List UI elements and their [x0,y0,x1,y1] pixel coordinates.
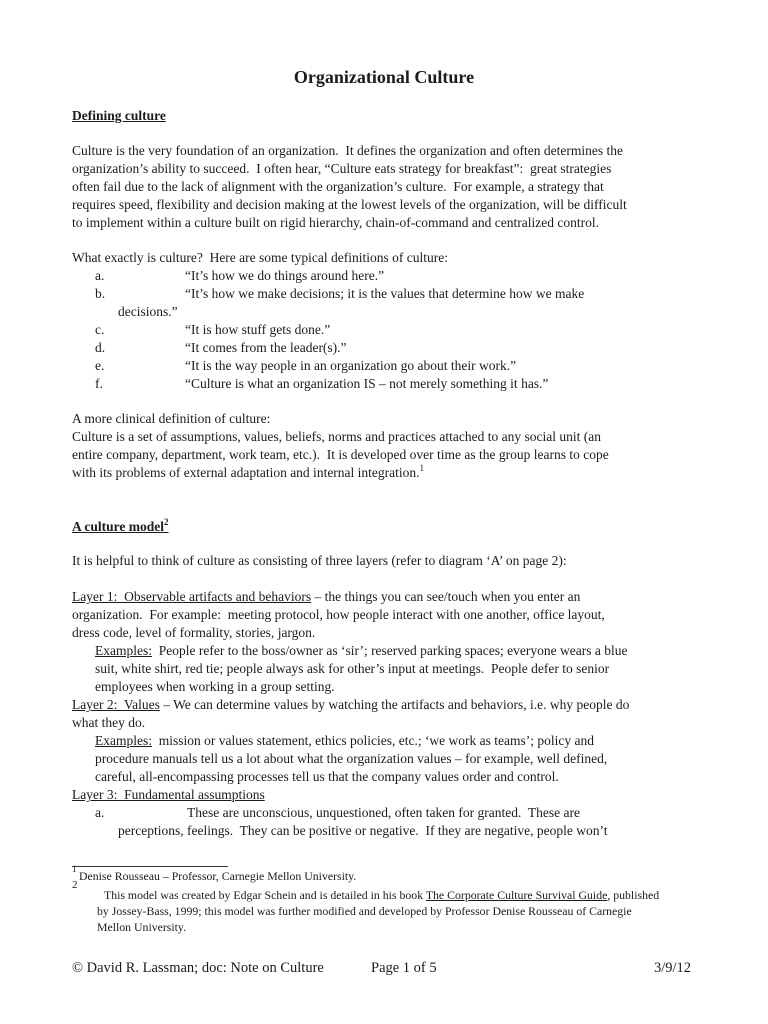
list-item-text: “It comes from the leader(s).” [185,340,347,355]
list-item-continuation: perceptions, feelings. They can be positive or negative. If they are negative, people won’t [118,823,608,838]
footnote-separator [72,866,228,867]
section-heading-defining-culture [72,107,166,125]
examples-text: People refer to the boss/owner as ‘sir’; reserved parking spaces; everyone wears a blue [152,643,628,658]
footer-document-info: © David R. Lassman; doc: Note on Culture [72,960,324,976]
list-item-text: “It is the way people in an organization go about their work.” [185,358,517,373]
footnote-number: 1 [72,864,77,874]
list-item-text: “It’s how we do things around here.” [185,268,385,283]
list-item [72,804,629,822]
paragraph-line: what they do. [72,715,146,730]
list-item-continuation: decisions.” [118,304,178,319]
clinical-definition-block [72,410,609,482]
list-marker: c. [95,322,105,337]
list-marker: a. [95,805,105,820]
paragraph-line [72,464,609,482]
culture-model-intro [72,552,567,570]
list-item [72,375,549,393]
list-item-text: “Culture is what an organization IS – not merely something it has.” [185,376,549,391]
definitions-intro: What exactly is culture? Here are some typical definitions of culture: [72,250,448,265]
culture-layers-block [72,588,629,840]
list-item [72,267,448,285]
paragraph-line: dress code, level of formality, stories, jargon. [72,625,316,640]
footer-page-number: Page 1 of 5 [371,960,437,976]
paragraph-line: Culture is a set of assumptions, values, beliefs, norms and practices attached to any social unit (an [72,429,601,444]
examples-line [72,732,629,750]
layer-1-line [72,588,629,606]
section-heading-text: Defining culture [72,108,166,123]
layer-3-label: Layer 3: Fundamental assumptions [72,787,265,802]
examples-line: careful, all-encompassing processes tell us that the company values order and control. [95,769,559,784]
examples-line: procedure manuals tell us a lot about what the organization values – for example, well defined, [95,751,608,766]
paragraph-line: organization. For example: meeting protocol, how people interact with one another, office layout, [72,607,605,622]
footnote-text: , published [607,888,660,902]
definitions-list-block [72,249,585,393]
document-title: Organizational Culture [293,67,475,87]
list-item [72,321,448,339]
layer-1-label: Layer 1: Observable artifacts and behaviors [72,589,312,604]
list-marker: d. [95,340,106,355]
paragraph-line: to implement within a culture built on rigid hierarchy, chain-of-command and centralized control. [72,215,599,230]
section-heading [72,518,169,536]
list-marker: b. [95,286,106,301]
footnote-number: 2 [72,879,78,891]
paragraph-line: often fail due to the lack of alignment with the organization’s culture. For example, a strategy that [72,179,604,194]
footnote-line: Mellon University. [97,920,187,934]
list-marker: a. [95,268,105,283]
list-item-text: These are unconscious, unquestioned, often taken for granted. These are [187,805,580,820]
culture-foundation-paragraph [72,142,627,232]
footnote-line: by Jossey-Bass, 1999; this model was further modified and developed by Professor Denise Rousseau of Carnegie [97,904,632,918]
layer-1-text: – the things you can see/touch when you enter an [311,589,581,604]
footnote-2 [72,879,692,935]
footer-date: 3/9/12 [653,960,691,976]
list-item [72,357,517,375]
page-footer [72,959,691,977]
paragraph-line: entire company, department, work team, etc.). It is developed over time as the group learns to cope [72,447,609,462]
examples-line: suit, white shirt, red tie; people always ask for other’s input at meetings. People defer to senior [95,661,610,676]
examples-line [72,642,629,660]
footnote-reference: 1 [419,463,425,473]
footnote-text: This model was created by Edgar Schein and is detailed in his book [104,888,426,902]
paragraph-line-text: with its problems of external adaptation and internal integration. [72,465,420,480]
list-item [72,339,448,357]
footnote-text: Denise Rousseau – Professor, Carnegie Mellon University. [79,869,357,883]
paragraph-line: organization’s ability to succeed. I often hear, “Culture eats strategy for breakfast”: great strategies [72,161,612,176]
footnote-line [104,887,659,903]
layer-2-label: Layer 2: Values [72,697,160,712]
examples-text: mission or values statement, ethics policies, etc.; ‘we work as teams’; policy and [152,733,595,748]
list-marker: e. [95,358,105,373]
examples-label: Examples: [95,733,152,748]
footnote-1 [72,864,692,884]
list-item-text: “It is how stuff gets done.” [185,322,331,337]
book-title: The Corporate Culture Survival Guide [425,888,608,902]
list-marker: f. [95,376,103,391]
list-item-text: “It’s how we make decisions; it is the values that determine how we make [185,286,585,301]
paragraph-line: Culture is the very foundation of an organization. It defines the organization and often determines the [72,143,623,158]
layer-2-line [72,696,629,714]
examples-line: employees when working in a group setting. [95,679,335,694]
section-heading-culture-model [72,518,169,536]
footnote-reference: 2 [164,517,169,527]
examples-label: Examples: [95,643,152,658]
clinical-intro: A more clinical definition of culture: [72,411,271,426]
layer-2-text: – We can determine values by watching the artifacts and behaviors, i.e. why people do [159,697,630,712]
paragraph-line: It is helpful to think of culture as consisting of three layers (refer to diagram ‘A’ on page 2): [72,553,567,568]
list-item [72,285,585,303]
paragraph-line: requires speed, flexibility and decision making at the lowest levels of the organization, will be difficult [72,197,627,212]
section-heading-text: A culture model [72,519,164,534]
